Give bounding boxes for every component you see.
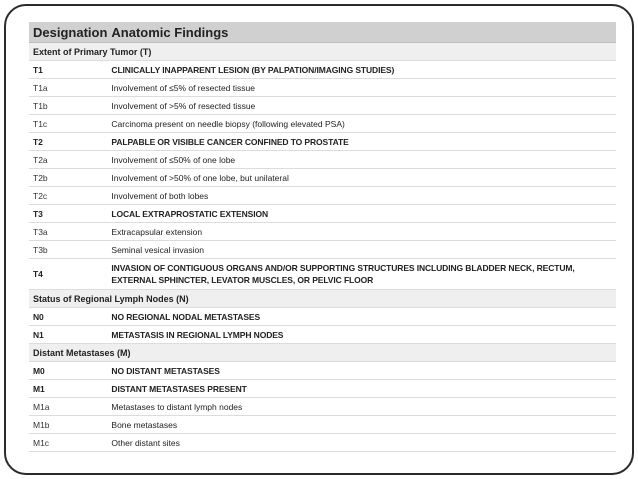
table-row xyxy=(29,259,616,290)
section-header-row xyxy=(29,43,616,61)
finding-cell: NO REGIONAL NODAL METASTASES xyxy=(107,308,616,326)
finding-cell: Involvement of >50% of one lobe, but unilateral xyxy=(107,169,616,187)
designation-cell: M0 xyxy=(29,362,107,380)
designation-cell: T1a xyxy=(29,79,107,97)
table-row xyxy=(29,115,616,133)
finding-cell: LOCAL EXTRAPROSTATIC EXTENSION xyxy=(107,205,616,223)
designation-cell: M1 xyxy=(29,380,107,398)
finding-cell: Bone metastases xyxy=(107,416,616,434)
designation-cell: T2c xyxy=(29,187,107,205)
section-title: Extent of Primary Tumor (T) xyxy=(29,43,616,61)
designation-cell: T3a xyxy=(29,223,107,241)
slide-frame xyxy=(4,4,634,475)
finding-cell: Carcinoma present on needle biopsy (following elevated PSA) xyxy=(107,115,616,133)
section-header-row xyxy=(29,344,616,362)
table-row xyxy=(29,398,616,416)
table-row xyxy=(29,151,616,169)
table-row xyxy=(29,187,616,205)
finding-cell: NO DISTANT METASTASES xyxy=(107,362,616,380)
designation-cell: N0 xyxy=(29,308,107,326)
finding-cell: Involvement of >5% of resected tissue xyxy=(107,97,616,115)
designation-cell: M1b xyxy=(29,416,107,434)
table-row xyxy=(29,326,616,344)
designation-cell: T2b xyxy=(29,169,107,187)
finding-cell: Involvement of ≤5% of resected tissue xyxy=(107,79,616,97)
table-row xyxy=(29,79,616,97)
finding-cell: Involvement of both lobes xyxy=(107,187,616,205)
designation-cell: N1 xyxy=(29,326,107,344)
table-row xyxy=(29,169,616,187)
table-row xyxy=(29,434,616,452)
finding-cell: Involvement of ≤50% of one lobe xyxy=(107,151,616,169)
table-row xyxy=(29,223,616,241)
designation-header: Designation xyxy=(29,22,107,43)
staging-table-container xyxy=(29,22,616,469)
table-row xyxy=(29,380,616,398)
designation-cell: T1b xyxy=(29,97,107,115)
finding-cell: DISTANT METASTASES PRESENT xyxy=(107,380,616,398)
table-row xyxy=(29,416,616,434)
finding-cell: METASTASIS IN REGIONAL LYMPH NODES xyxy=(107,326,616,344)
designation-cell: T1 xyxy=(29,61,107,79)
table-header-row xyxy=(29,22,616,43)
table-row xyxy=(29,97,616,115)
table-row xyxy=(29,241,616,259)
designation-cell: T3b xyxy=(29,241,107,259)
section-title: Distant Metastases (M) xyxy=(29,344,616,362)
table-row xyxy=(29,362,616,380)
finding-cell: Metastases to distant lymph nodes xyxy=(107,398,616,416)
table-row xyxy=(29,61,616,79)
section-header-row xyxy=(29,290,616,308)
designation-cell: T3 xyxy=(29,205,107,223)
section-title: Status of Regional Lymph Nodes (N) xyxy=(29,290,616,308)
finding-cell: Extracapsular extension xyxy=(107,223,616,241)
anatomic-findings-header: Anatomic Findings xyxy=(107,22,616,43)
table-row xyxy=(29,308,616,326)
designation-cell: T2a xyxy=(29,151,107,169)
finding-cell: Seminal vesical invasion xyxy=(107,241,616,259)
designation-cell: M1a xyxy=(29,398,107,416)
table-row xyxy=(29,205,616,223)
designation-cell: M1c xyxy=(29,434,107,452)
designation-cell: T2 xyxy=(29,133,107,151)
designation-cell: T1c xyxy=(29,115,107,133)
finding-cell: INVASION OF CONTIGUOUS ORGANS AND/OR SUPPORTING STRUCTURES INCLUDING BLADDER NECK, RECTUM, EXTERNAL SPHINCTER, LEVATOR MUSCLES, OR PELVIC FLOOR xyxy=(107,259,616,290)
tnm-staging-table xyxy=(29,22,616,452)
finding-cell: Other distant sites xyxy=(107,434,616,452)
table-row xyxy=(29,133,616,151)
table-body xyxy=(29,43,616,452)
finding-cell: CLINICALLY INAPPARENT LESION (BY PALPATION/IMAGING STUDIES) xyxy=(107,61,616,79)
finding-cell: PALPABLE OR VISIBLE CANCER CONFINED TO PROSTATE xyxy=(107,133,616,151)
designation-cell: T4 xyxy=(29,259,107,290)
